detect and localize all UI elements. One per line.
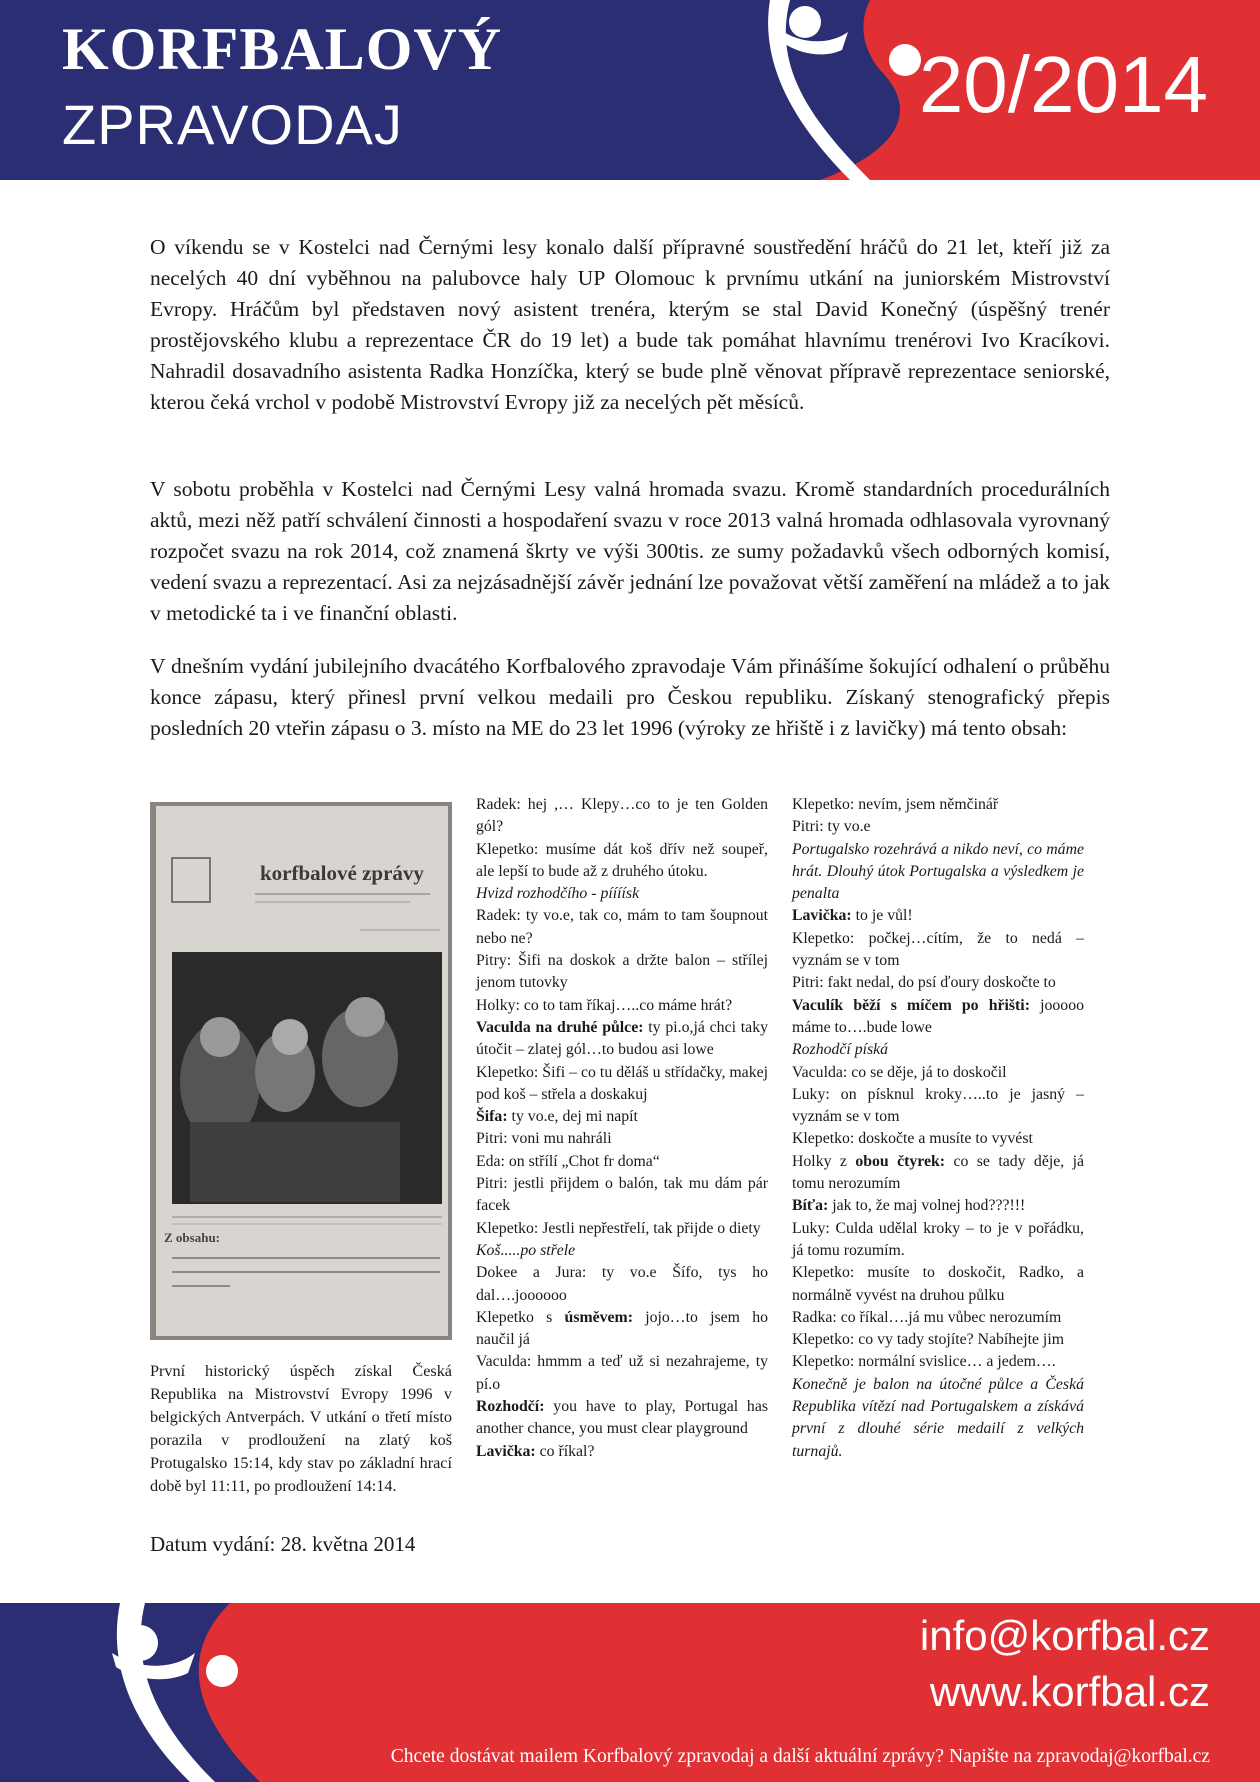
spoken-text: nevím, jsem němčinář — [854, 796, 999, 813]
newspaper-photo-illustration — [150, 802, 452, 1340]
transcript-line — [476, 1017, 768, 1062]
transcript-line — [792, 1039, 1084, 1061]
speaker-label-bold: Lavička: — [792, 907, 852, 925]
transcript-line — [792, 794, 1084, 816]
speaker-label: Dokee a Jura: — [476, 1264, 587, 1282]
speaker-label-bold: obou čtyrek: — [855, 1152, 946, 1170]
transcript-line — [476, 1106, 768, 1128]
transcript-line — [792, 1329, 1084, 1351]
spoken-text: voni mu nahráli — [507, 1130, 612, 1148]
transcript-line — [476, 1151, 768, 1173]
transcript-line — [476, 1351, 768, 1396]
transcript-line — [476, 794, 768, 839]
speaker-label: Radek: — [476, 796, 521, 813]
header-banner — [0, 0, 1260, 180]
newsletter-title-line2: ZPRAVODAJ — [62, 93, 403, 156]
spoken-text: jojo…to jsem ho naučil já — [476, 1308, 769, 1349]
speaker-label-bold: Vaculda na druhé půlce: — [476, 1018, 644, 1036]
spoken-text: doskočte a musíte to vyvést — [854, 1130, 1033, 1148]
speaker-label: Pitri: — [476, 1130, 508, 1148]
spoken-text: Šifi na doskok a držte balon – střílej jenom tutovky — [476, 952, 768, 992]
speaker-label: Klepetko: — [792, 1353, 855, 1371]
transcript-line — [476, 1218, 768, 1240]
spoken-text: ty pi.o,já chci taky útočit – zlatej gól…to budou asi lowe — [476, 1018, 768, 1059]
spoken-text: Šifi – co tu děláš u střídačky, makej pod koš – střela a doskakuj — [476, 1063, 768, 1103]
speaker-label: Luky: — [792, 1085, 830, 1103]
transcript-line — [476, 995, 768, 1017]
newspaper-photo — [150, 802, 452, 1340]
article-paragraph-2: V sobotu proběhla v Kostelci nad Černými Lesy valná hromada svazu. Kromě standardních procedurálních aktů, mezi něž patří schválení činnosti a hospodaření svazu v roce 2013 valná hromada odhlasovala vyrovnaný rozpočet svazu na rok 2014, což znamená škrty ve výši 300tis. ze sumy požadavků všech odborných komisí, vedení svazu a reprezentací. Asi za nejzásadnější závěr jednání lze považovat větší zaměření na mládež a to jak v metodické ta i ve finanční oblasti. — [150, 477, 1110, 625]
speaker-label: Radka: — [792, 1308, 837, 1326]
transcript-line — [792, 839, 1084, 906]
stage-direction: Koš.....po střele — [476, 1241, 576, 1259]
speaker-label: Eda: — [476, 1152, 505, 1170]
spoken-text: co říkal? — [535, 1442, 595, 1460]
spoken-text: co to tam říkaj…..co máme hrát? — [519, 996, 733, 1014]
article-paragraph-1-wrap — [150, 232, 1110, 418]
transcript-section — [150, 794, 1110, 1514]
article-paragraph-2-wrap — [150, 474, 1110, 629]
transcript-line — [792, 995, 1084, 1040]
spoken-text: ty vo.e, dej mi napít — [507, 1108, 638, 1126]
transcript-line — [476, 839, 768, 884]
speaker-label: Pitri: — [792, 974, 824, 992]
speaker-label: Holky: — [476, 996, 520, 1014]
transcript-line — [476, 883, 768, 905]
speaker-label: Pitry: — [476, 952, 512, 970]
spoken-text: ty vo.e — [823, 818, 871, 836]
spoken-text: Jestli nepřestřelí, tak přijde o diety — [538, 1219, 761, 1237]
spoken-text: hmmm a teď už si nezahrajeme, ty pí.o — [476, 1353, 768, 1393]
spoken-text: fakt nedal, do psí ďoury doskočte to — [823, 974, 1056, 992]
footer-subscribe-note: Chcete dostávat mailem Korfbalový zpravodaj a další aktuální zprávy? Napište na zpravodaj@korfbal.cz — [390, 1746, 1210, 1767]
speaker-label: Vaculda: — [792, 1063, 848, 1081]
spoken-text: počkej…cítím, že to nedá – vyznám se v tom — [792, 929, 1084, 970]
spoken-text: ty vo.e Šífo, tys ho dal….joooooo — [476, 1264, 768, 1304]
photo-obsah-label: Z obsahu: — [164, 1230, 220, 1245]
transcript-line — [792, 1351, 1084, 1373]
speaker-label: Pitri: — [476, 1175, 508, 1193]
speaker-label: Klepetko: — [792, 929, 855, 947]
spoken-text: on písknul kroky…..to je jasný – vyznám se v tom — [792, 1085, 1084, 1126]
transcript-line — [476, 1240, 768, 1262]
stage-direction: Hvizd rozhodčího - píííísk — [476, 885, 640, 903]
transcript-line — [792, 905, 1084, 927]
stage-direction: Konečně je balon na útočné půlce a Česká Republika vítězí nad Portugalskem a získává první z dlouhé série medailí z velkých turnajů. — [792, 1375, 1084, 1460]
transcript-line — [476, 1262, 768, 1307]
speaker-label: Klepetko: — [476, 1219, 539, 1237]
speaker-label: Klepetko: — [476, 840, 539, 858]
speaker-label-bold: Rozhodčí: — [476, 1398, 545, 1416]
transcript-line — [792, 1195, 1084, 1217]
newsletter-title-line1: KORFBALOVÝ — [62, 16, 503, 82]
issue-number: 20/2014 — [918, 40, 1208, 129]
speaker-label-bold: Vaculík běží s míčem po hřišti: — [792, 996, 1030, 1014]
speaker-label-bold: Bíťa: — [792, 1197, 829, 1215]
speaker-label: Klepetko s — [476, 1308, 565, 1326]
transcript-line — [792, 1374, 1084, 1463]
transcript-line — [476, 1062, 768, 1107]
transcript-line — [792, 1218, 1084, 1263]
transcript-column-right — [792, 794, 1084, 1463]
footer-email[interactable]: info@korfbal.cz — [919, 1612, 1210, 1659]
spoken-text: on střílí „Chot fr doma“ — [504, 1152, 660, 1170]
transcript-line — [792, 1062, 1084, 1084]
spoken-text: ty vo.e, tak co, mám to tam šoupnout nebo ne? — [476, 907, 768, 947]
speaker-label: Luky: — [792, 1219, 830, 1237]
publication-date: Datum vydání: 28. května 2014 — [150, 1532, 416, 1556]
photo-newspaper-title: korfbalové zprávy — [260, 861, 424, 885]
speaker-label: Radek: — [476, 907, 521, 925]
transcript-column-left — [476, 794, 768, 1463]
spoken-text: co říkal….já mu vůbec nerozumím — [836, 1308, 1062, 1326]
transcript-line — [792, 1084, 1084, 1129]
speaker-label: Klepetko: — [792, 1264, 855, 1282]
transcript-line — [476, 1396, 768, 1441]
stage-direction: Portugalsko rozehrává a nikdo neví, co máme hrát. Dlouhý útok Portugalska a výsledkem je penalta — [792, 840, 1084, 903]
speaker-label: Klepetko: — [792, 1331, 855, 1349]
spoken-text: musíte to doskočit, Radko, a normálně vyvést na druhou půlku — [792, 1264, 1084, 1304]
speaker-label-bold: Lavička: — [476, 1442, 536, 1460]
spoken-text: jestli přijdem o balón, tak mu dám pár facek — [476, 1175, 768, 1215]
speaker-label: Klepetko: — [792, 796, 855, 813]
transcript-line — [476, 950, 768, 995]
speaker-label-bold: Šifa: — [476, 1108, 508, 1126]
article-paragraph-1: O víkendu se v Kostelci nad Černými lesy konalo další přípravné soustředění hráčů do 21 let, kteří již za necelých 40 dní vyběhnou na palubovce haly UP Olomouc k prvnímu utkání na juniorském Mistrovství Evropy. Hráčům byl představen nový asistent trenéra, kterým se stal David Konečný (úspěšný trenér prostějovského klubu a reprezentace ČR do 19 let) a bude tak pomáhat hlavnímu trenérovi Ivo Kracíkovi. Nahradil dosavadního asistenta Radka Honzíčka, který se bude plně věnovat přípravě reprezentace seniorské, kterou čeká vrchol v podobě Mistrovství Evropy již za necelých pět měsíců. — [150, 235, 1110, 414]
article-paragraph-3-wrap — [150, 651, 1110, 744]
transcript-line — [792, 928, 1084, 973]
transcript-line — [792, 816, 1084, 838]
transcript-line — [476, 1173, 768, 1218]
transcript-line — [476, 905, 768, 950]
spoken-text: you have to play, Portugal has another chance, you must clear playground — [476, 1398, 768, 1438]
speaker-label: Holky z — [792, 1152, 856, 1170]
spoken-text: co se děje, já to doskočil — [847, 1063, 1007, 1081]
spoken-text: jooooo máme to….bude lowe — [792, 996, 1084, 1036]
transcript-line — [792, 1262, 1084, 1307]
transcript-line — [792, 1128, 1084, 1150]
transcript-line — [476, 1307, 768, 1352]
spoken-text: co se tady děje, já tomu nerozumím — [792, 1152, 1084, 1193]
speaker-label: Pitri: — [792, 818, 824, 836]
article-paragraph-3: V dnešním vydání jubilejního dvacátého Korfbalového zpravodaje Vám přinášíme šokující odhalení o průběhu konce zápasu, který přinesl první velkou medaili pro Českou republiku. Získaný stenografický přepis posledních 20 vteřin zápasu o 3. místo na ME do 23 let 1996 (výroky ze hřiště i z lavičky) má tento obsah: — [150, 654, 1110, 740]
spoken-text: to je vůl! — [851, 907, 913, 925]
speaker-label: Klepetko: — [792, 1130, 855, 1148]
transcript-line — [476, 1441, 768, 1463]
transcript-line — [792, 1307, 1084, 1329]
spoken-text: co vy tady stojíte? Nabíhejte jim — [854, 1331, 1064, 1349]
transcript-line — [476, 1128, 768, 1150]
transcript-line — [792, 972, 1084, 994]
transcript-line — [792, 1151, 1084, 1196]
footer-website[interactable]: www.korfbal.cz — [929, 1668, 1210, 1715]
spoken-text: normální svislice… a jedem…. — [854, 1353, 1056, 1371]
speaker-label: Vaculda: — [476, 1353, 532, 1371]
speaker-label-bold: úsměvem: — [564, 1308, 633, 1326]
speaker-label: Klepetko: — [476, 1063, 539, 1081]
spoken-text: musíme dát koš dřív než soupeř, ale lepší to bude až z druhého útoku. — [476, 840, 768, 880]
spoken-text: Culda udělal kroky – to je v pořádku, já tomu rozumím. — [792, 1219, 1084, 1259]
stage-direction: Rozhodčí píská — [792, 1041, 889, 1059]
spoken-text: jak to, že maj volnej hod???!!! — [828, 1197, 1026, 1215]
photo-caption: První historický úspěch získal Česká Republika na Mistrovství Evropy 1996 v belgických Antverpách. V utkání o třetí místo porazila v prodloužení na zlatý koš Protugalsko 15:14, kdy stav po základní hrací době byl 11:11, po prodloužení 14:14. — [150, 1362, 452, 1495]
footer-banner — [0, 1603, 1260, 1782]
spoken-text: hej ,… Klepy…co to je ten Golden gól? — [476, 796, 768, 836]
